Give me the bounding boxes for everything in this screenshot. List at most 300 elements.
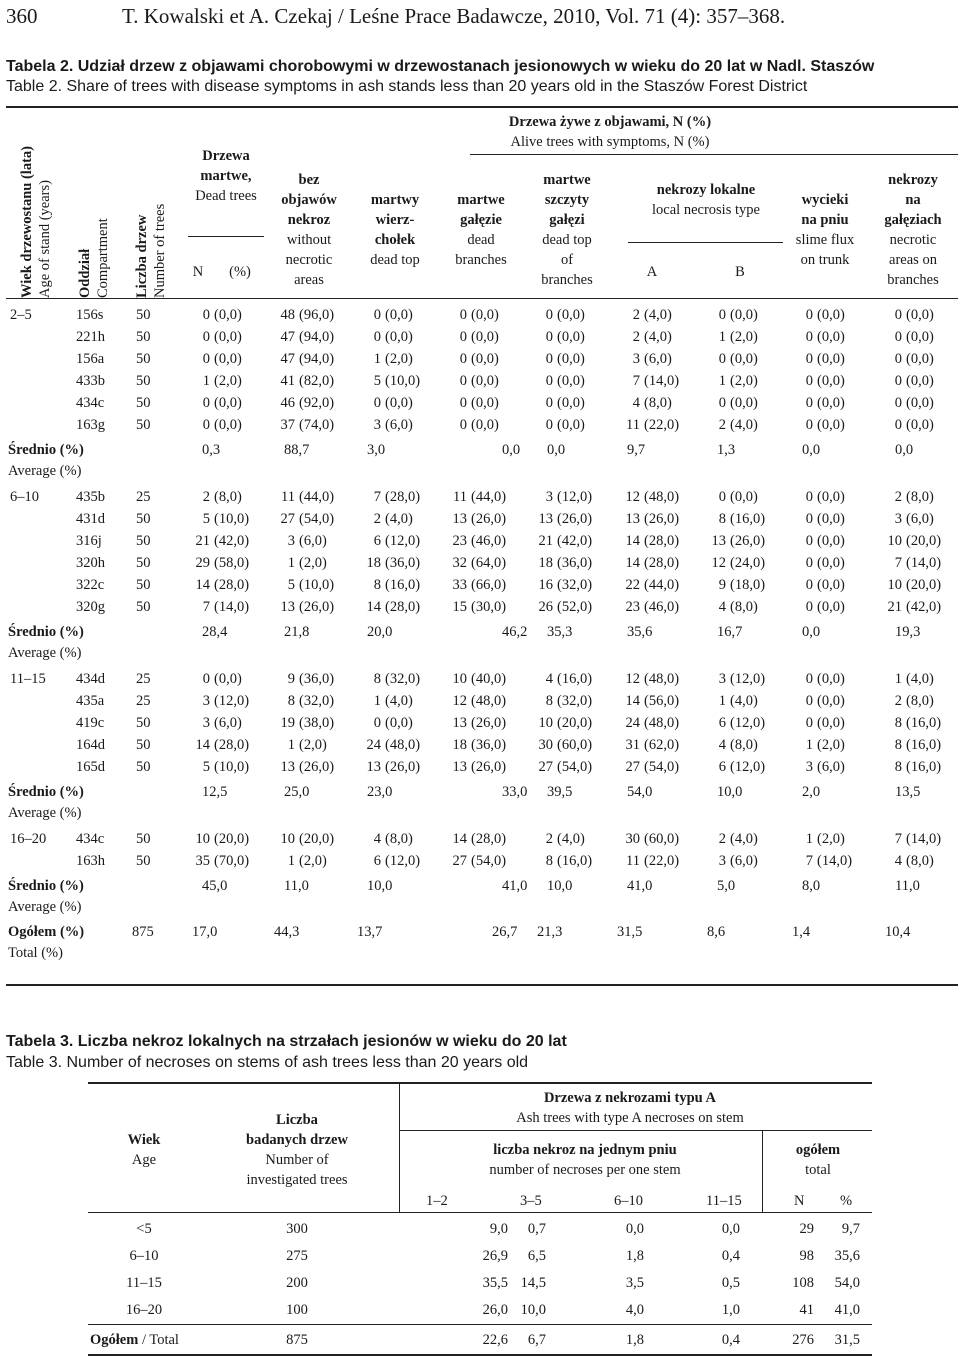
average-value: 20,0	[367, 624, 393, 640]
value-pct-cell: (6,0)	[730, 853, 758, 869]
table3-group-divider	[399, 1082, 400, 1212]
average-value: 46,2	[502, 624, 528, 640]
value-n-cell: 2	[718, 417, 726, 433]
header-dead-trees: Drzewa martwe, Dead trees	[195, 148, 257, 204]
value-pct-cell: (0,0)	[730, 307, 758, 323]
t3-value-cell: 35,5	[482, 1275, 508, 1291]
value-pct-cell: (26,0)	[385, 759, 421, 775]
value-pct-cell: (0,0)	[214, 329, 242, 345]
value-pct-cell: (42,0)	[214, 533, 250, 549]
table3-header-rule	[88, 1212, 872, 1213]
trees-count-cell: 50	[136, 373, 151, 389]
value-n-cell: 14	[625, 693, 640, 709]
table3-total-divider	[762, 1130, 763, 1212]
value-pct-cell: (12,0)	[730, 759, 766, 775]
value-pct-cell: (4,0)	[730, 693, 758, 709]
table2-local-rule	[628, 242, 783, 243]
compartment-cell: 165d	[76, 759, 105, 775]
value-n-cell: 0	[805, 599, 813, 615]
average-value: 41,0	[502, 878, 528, 894]
value-pct-cell: (22,0)	[644, 417, 680, 433]
header-local-necrosis: nekrozy lokalne local necrosis type	[652, 182, 760, 218]
value-pct-cell: (52,0)	[557, 599, 593, 615]
t3-investigated-cell: 300	[286, 1221, 308, 1237]
header-type-b: B	[735, 264, 745, 280]
value-pct-cell: (32,0)	[557, 577, 593, 593]
value-n-cell: 0	[459, 395, 467, 411]
value-pct-cell: (0,0)	[817, 307, 845, 323]
trees-count-cell: 50	[136, 715, 151, 731]
trees-count-cell: 50	[136, 577, 151, 593]
header-compartment-rotated: Oddział Compartment	[77, 218, 111, 298]
value-pct-cell: (8,0)	[214, 489, 242, 505]
trees-count-cell: 50	[136, 759, 151, 775]
value-n-cell: 12	[711, 555, 726, 571]
average-value: 12,5	[202, 784, 228, 800]
t3-total-investigated: 875	[286, 1332, 308, 1348]
table2-header-rule	[6, 298, 958, 299]
total-trees: 875	[132, 924, 154, 940]
compartment-cell: 434c	[76, 395, 105, 411]
t3-value-cell: 0,0	[721, 1221, 740, 1237]
value-pct-cell: (64,0)	[471, 555, 507, 571]
table3-bottom-rule	[88, 1354, 872, 1356]
value-n-cell: 10	[538, 715, 553, 731]
value-n-cell: 0	[894, 417, 902, 433]
table2-alive-rule	[470, 154, 958, 155]
value-pct-cell: (82,0)	[299, 373, 335, 389]
value-pct-cell: (40,0)	[471, 671, 507, 687]
total-value: 8,6	[707, 924, 726, 940]
trees-count-cell: 25	[136, 671, 151, 687]
value-pct-cell: (20,0)	[906, 533, 942, 549]
value-n-cell: 0	[545, 417, 553, 433]
value-pct-cell: (60,0)	[644, 831, 680, 847]
average-value: 9,7	[627, 442, 646, 458]
value-n-cell: 11	[281, 489, 295, 505]
value-pct-cell: (54,0)	[644, 759, 680, 775]
header-dead-n: N	[192, 264, 204, 280]
value-n-cell: 8	[373, 671, 381, 687]
value-pct-cell: (42,0)	[557, 533, 593, 549]
value-pct-cell: (28,0)	[385, 599, 421, 615]
value-n-cell: 14	[195, 577, 210, 593]
table3-top-rule	[88, 1082, 872, 1084]
value-pct-cell: (2,0)	[817, 737, 845, 753]
t3-value-cell: 54,0	[834, 1275, 860, 1291]
trees-count-cell: 25	[136, 489, 151, 505]
value-n-cell: 0	[459, 351, 467, 367]
t3-header-age: Wiek Age	[127, 1132, 161, 1168]
value-pct-cell: (0,0)	[906, 307, 934, 323]
value-pct-cell: (0,0)	[471, 351, 499, 367]
compartment-cell: 435b	[76, 489, 105, 505]
t3-value-cell: 0,7	[527, 1221, 546, 1237]
value-pct-cell: (0,0)	[471, 329, 499, 345]
page-number: 360	[6, 4, 38, 28]
t3-age-cell: 11–15	[126, 1275, 162, 1291]
value-pct-cell: (46,0)	[644, 599, 680, 615]
average-label-pl: Średnio (%)	[8, 878, 84, 894]
value-pct-cell: (2,0)	[817, 831, 845, 847]
table3-total-rule	[88, 1324, 872, 1325]
value-n-cell: 6	[718, 715, 726, 731]
value-n-cell: 46	[280, 395, 295, 411]
value-pct-cell: (20,0)	[214, 831, 250, 847]
value-n-cell: 8	[545, 693, 553, 709]
t3-header-count: liczba nekroz na jednym pniu number of necroses per one stem	[489, 1142, 681, 1178]
value-n-cell: 12	[625, 489, 640, 505]
value-pct-cell: (0,0)	[817, 329, 845, 345]
t3-value-cell: 35,6	[834, 1248, 860, 1264]
value-n-cell: 1	[287, 737, 295, 753]
header-without-symptoms: bez objawów nekroz without necrotic areas	[281, 172, 337, 288]
header-type-a: A	[646, 264, 658, 280]
t3-value-cell: 10,0	[520, 1302, 546, 1318]
value-n-cell: 2	[632, 329, 640, 345]
value-n-cell: 0	[718, 307, 726, 323]
value-pct-cell: (12,0)	[730, 715, 766, 731]
value-n-cell: 24	[625, 715, 640, 731]
average-value: 39,5	[547, 784, 573, 800]
t3-header-total: ogółem total	[795, 1142, 841, 1178]
value-pct-cell: (0,0)	[906, 395, 934, 411]
value-n-cell: 9	[287, 671, 295, 687]
value-n-cell: 0	[805, 351, 813, 367]
value-pct-cell: (36,0)	[385, 555, 421, 571]
trees-count-cell: 50	[136, 351, 151, 367]
compartment-cell: 320h	[76, 555, 105, 571]
header-dead-branches: martwe gałęzie dead branches	[455, 192, 507, 268]
value-n-cell: 0	[894, 307, 902, 323]
total-value: 10,4	[885, 924, 911, 940]
value-n-cell: 48	[280, 307, 295, 323]
value-pct-cell: (54,0)	[299, 511, 335, 527]
value-n-cell: 41	[280, 373, 295, 389]
table3-caption-pl: Tabela 3. Liczba nekroz lokalnych na strzałach jesionów w wieku do 20 lat	[6, 1033, 567, 1050]
value-n-cell: 0	[202, 395, 210, 411]
average-value: 1,3	[717, 442, 736, 458]
t3-age-cell: 16–20	[125, 1302, 163, 1318]
value-n-cell: 0	[202, 671, 210, 687]
value-pct-cell: (0,0)	[817, 693, 845, 709]
t3-value-cell: 3,5	[625, 1275, 644, 1291]
value-pct-cell: (16,0)	[557, 853, 593, 869]
header-dead-top: martwy wierz- chołek dead top	[370, 192, 420, 268]
table2-top-rule	[6, 106, 958, 108]
value-pct-cell: (4,0)	[644, 307, 672, 323]
value-n-cell: 7	[632, 373, 640, 389]
compartment-cell: 320g	[76, 599, 105, 615]
table2-dead-rule	[188, 236, 264, 237]
running-title: T. Kowalski et A. Czekaj / Leśne Prace Badawcze, 2010, Vol. 71 (4): 357–368.	[122, 4, 786, 28]
value-pct-cell: (8,0)	[906, 693, 934, 709]
average-value: 0,3	[202, 442, 221, 458]
value-n-cell: 27	[280, 511, 295, 527]
value-pct-cell: (0,0)	[557, 395, 585, 411]
value-pct-cell: (48,0)	[644, 715, 680, 731]
value-n-cell: 13	[452, 511, 467, 527]
compartment-cell: 322c	[76, 577, 105, 593]
value-n-cell: 23	[452, 533, 467, 549]
value-n-cell: 0	[805, 307, 813, 323]
value-pct-cell: (0,0)	[817, 417, 845, 433]
value-n-cell: 0	[459, 417, 467, 433]
t3-value-cell: 108	[792, 1275, 814, 1291]
value-n-cell: 13	[625, 511, 640, 527]
average-value: 41,0	[627, 878, 653, 894]
average-value: 10,0	[717, 784, 743, 800]
value-pct-cell: (14,0)	[906, 831, 942, 847]
trees-count-cell: 50	[136, 737, 151, 753]
value-n-cell: 31	[625, 737, 640, 753]
value-n-cell: 0	[373, 329, 381, 345]
value-pct-cell: (44,0)	[471, 489, 507, 505]
average-value: 11,0	[895, 878, 920, 894]
average-value: 3,0	[367, 442, 386, 458]
value-n-cell: 0	[805, 395, 813, 411]
value-pct-cell: (30,0)	[471, 599, 507, 615]
value-pct-cell: (48,0)	[471, 693, 507, 709]
value-n-cell: 2	[373, 511, 381, 527]
value-pct-cell: (6,0)	[299, 533, 327, 549]
value-n-cell: 4	[373, 831, 381, 847]
value-pct-cell: (0,0)	[817, 577, 845, 593]
header-dead-branch-tops: martwe szczyty gałęzi dead top of branches	[541, 172, 593, 288]
value-pct-cell: (12,0)	[385, 533, 421, 549]
value-n-cell: 5	[202, 759, 210, 775]
value-pct-cell: (2,0)	[299, 853, 327, 869]
value-pct-cell: (2,0)	[299, 555, 327, 571]
value-n-cell: 0	[805, 671, 813, 687]
t3-total-label-pl: Ogółem	[90, 1332, 139, 1348]
value-pct-cell: (36,0)	[471, 737, 507, 753]
table3-group-rule	[399, 1130, 872, 1131]
value-n-cell: 0	[894, 373, 902, 389]
value-n-cell: 4	[718, 737, 726, 753]
header-dead-pct: (%)	[229, 264, 251, 280]
value-n-cell: 32	[452, 555, 467, 571]
value-pct-cell: (0,0)	[906, 417, 934, 433]
value-pct-cell: (4,0)	[730, 831, 758, 847]
value-pct-cell: (26,0)	[730, 533, 766, 549]
average-value: 23,0	[367, 784, 393, 800]
value-n-cell: 13	[452, 759, 467, 775]
value-pct-cell: (2,0)	[385, 351, 413, 367]
average-value: 35,3	[547, 624, 573, 640]
trees-count-cell: 50	[136, 329, 151, 345]
value-n-cell: 2	[545, 831, 553, 847]
average-value: 0,0	[802, 442, 821, 458]
value-n-cell: 5	[202, 511, 210, 527]
table2-caption-en: Table 2. Share of trees with disease symptoms in ash stands less than 20 years old in the Staszów Forest District	[6, 78, 808, 95]
value-pct-cell: (6,0)	[817, 759, 845, 775]
value-pct-cell: (4,0)	[730, 417, 758, 433]
value-pct-cell: (6,0)	[385, 417, 413, 433]
value-n-cell: 7	[894, 831, 902, 847]
value-n-cell: 1	[287, 555, 295, 571]
t3-subheader: N	[794, 1193, 805, 1209]
value-pct-cell: (0,0)	[385, 715, 413, 731]
compartment-cell: 316j	[76, 533, 102, 549]
compartment-cell: 163g	[76, 417, 105, 433]
value-n-cell: 19	[280, 715, 295, 731]
average-value: 2,0	[802, 784, 821, 800]
compartment-cell: 435a	[76, 693, 105, 709]
value-pct-cell: (0,0)	[385, 307, 413, 323]
value-n-cell: 0	[202, 351, 210, 367]
value-pct-cell: (26,0)	[471, 759, 507, 775]
value-pct-cell: (4,0)	[385, 511, 413, 527]
value-pct-cell: (96,0)	[299, 307, 335, 323]
value-n-cell: 4	[894, 853, 902, 869]
t3-total-value: 1,8	[625, 1332, 644, 1348]
t3-value-cell: 26,0	[482, 1302, 508, 1318]
value-n-cell: 0	[805, 693, 813, 709]
value-pct-cell: (0,0)	[471, 395, 499, 411]
value-n-cell: 9	[718, 577, 726, 593]
value-n-cell: 0	[202, 417, 210, 433]
value-n-cell: 7	[894, 555, 902, 571]
value-pct-cell: (2,0)	[299, 737, 327, 753]
value-n-cell: 1	[805, 737, 813, 753]
value-n-cell: 0	[202, 307, 210, 323]
value-n-cell: 47	[280, 329, 295, 345]
t3-value-cell: 9,0	[489, 1221, 508, 1237]
compartment-cell: 419c	[76, 715, 105, 731]
table3-caption-en: Table 3. Number of necroses on stems of ash trees less than 20 years old	[6, 1054, 529, 1071]
t3-value-cell: 26,9	[482, 1248, 508, 1264]
average-value: 10,0	[547, 878, 573, 894]
table2-bottom-rule	[6, 984, 958, 986]
total-value: 17,0	[192, 924, 218, 940]
value-pct-cell: (4,0)	[906, 671, 934, 687]
value-n-cell: 3	[805, 759, 813, 775]
value-n-cell: 13	[452, 715, 467, 731]
value-pct-cell: (10,0)	[214, 759, 250, 775]
value-n-cell: 21	[887, 599, 902, 615]
value-n-cell: 3	[287, 533, 295, 549]
table2-caption-pl: Tabela 2. Udział drzew z objawami chorobowymi w drzewostanach jesionowych w wieku do 20 lat w Nadl. Staszów	[6, 58, 875, 75]
value-n-cell: 0	[718, 351, 726, 367]
value-n-cell: 8	[718, 511, 726, 527]
value-pct-cell: (8,0)	[906, 853, 934, 869]
header-branch-necrosis: nekrozy na gałęziach necrotic areas on branches	[884, 172, 942, 288]
value-n-cell: 27	[538, 759, 553, 775]
value-n-cell: 11	[626, 417, 640, 433]
value-pct-cell: (12,0)	[730, 671, 766, 687]
value-n-cell: 3	[202, 715, 210, 731]
value-n-cell: 15	[452, 599, 467, 615]
value-pct-cell: (0,0)	[557, 307, 585, 323]
t3-subheader: 3–5	[520, 1193, 542, 1209]
header-age-rotated: Wiek drzewostanu (lata) Age of stand (years)	[19, 146, 53, 298]
value-pct-cell: (0,0)	[730, 395, 758, 411]
total-label-pl: Ogółem (%)	[8, 924, 85, 940]
value-n-cell: 11	[453, 489, 467, 505]
value-n-cell: 13	[280, 599, 295, 615]
value-n-cell: 8	[373, 577, 381, 593]
t3-investigated-cell: 275	[286, 1248, 308, 1264]
trees-count-cell: 50	[136, 307, 151, 323]
value-pct-cell: (0,0)	[817, 511, 845, 527]
value-pct-cell: (22,0)	[644, 853, 680, 869]
value-n-cell: 0	[718, 489, 726, 505]
total-value: 31,5	[617, 924, 643, 940]
value-pct-cell: (46,0)	[471, 533, 507, 549]
value-pct-cell: (26,0)	[644, 511, 680, 527]
average-value: 33,0	[502, 784, 528, 800]
value-n-cell: 7	[373, 489, 381, 505]
t3-subheader: 11–15	[706, 1193, 742, 1209]
value-n-cell: 3	[632, 351, 640, 367]
value-pct-cell: (12,0)	[557, 489, 593, 505]
t3-value-cell: 6,5	[527, 1248, 546, 1264]
trees-count-cell: 50	[136, 395, 151, 411]
value-n-cell: 8	[545, 853, 553, 869]
t3-total-label-separator: /	[138, 1332, 150, 1348]
value-pct-cell: (70,0)	[214, 853, 250, 869]
value-n-cell: 2	[894, 489, 902, 505]
value-pct-cell: (26,0)	[471, 511, 507, 527]
compartment-cell: 434c	[76, 831, 105, 847]
value-n-cell: 30	[538, 737, 553, 753]
t3-value-cell: 29	[799, 1221, 814, 1237]
t3-total-value: 276	[792, 1332, 814, 1348]
value-n-cell: 10	[452, 671, 467, 687]
value-pct-cell: (0,0)	[817, 351, 845, 367]
t3-total-value: 0,4	[721, 1332, 740, 1348]
trees-count-cell: 50	[136, 555, 151, 571]
value-pct-cell: (48,0)	[644, 489, 680, 505]
value-n-cell: 7	[805, 853, 813, 869]
average-value: 45,0	[202, 878, 228, 894]
value-n-cell: 0	[545, 307, 553, 323]
value-n-cell: 8	[894, 737, 902, 753]
t3-header-investigated: Liczba badanych drzew Number of investigated trees	[246, 1112, 348, 1188]
value-pct-cell: (74,0)	[299, 417, 335, 433]
average-value: 0,0	[895, 442, 914, 458]
value-n-cell: 13	[280, 759, 295, 775]
trees-count-cell: 50	[136, 417, 151, 433]
value-n-cell: 12	[625, 671, 640, 687]
value-n-cell: 0	[718, 395, 726, 411]
value-n-cell: 12	[452, 693, 467, 709]
value-n-cell: 1	[718, 329, 726, 345]
average-label-en: Average (%)	[8, 805, 82, 821]
value-pct-cell: (0,0)	[471, 373, 499, 389]
value-n-cell: 23	[625, 599, 640, 615]
value-pct-cell: (0,0)	[557, 329, 585, 345]
value-pct-cell: (0,0)	[817, 599, 845, 615]
value-n-cell: 5	[287, 577, 295, 593]
value-pct-cell: (26,0)	[471, 715, 507, 731]
value-pct-cell: (10,0)	[214, 511, 250, 527]
value-pct-cell: (0,0)	[557, 351, 585, 367]
age-group-label: 2–5	[10, 307, 32, 323]
value-pct-cell: (0,0)	[817, 373, 845, 389]
value-n-cell: 14	[452, 831, 467, 847]
value-pct-cell: (10,0)	[299, 577, 335, 593]
compartment-cell: 164d	[76, 737, 105, 753]
total-value: 44,3	[274, 924, 300, 940]
value-n-cell: 0	[894, 351, 902, 367]
header-slime-flux: wycieki na pniu slime flux on trunk	[795, 192, 855, 268]
value-pct-cell: (0,0)	[817, 715, 845, 731]
value-pct-cell: (0,0)	[214, 307, 242, 323]
header-number-rotated: Liczba drzew Number of trees	[134, 203, 168, 298]
value-n-cell: 0	[545, 373, 553, 389]
